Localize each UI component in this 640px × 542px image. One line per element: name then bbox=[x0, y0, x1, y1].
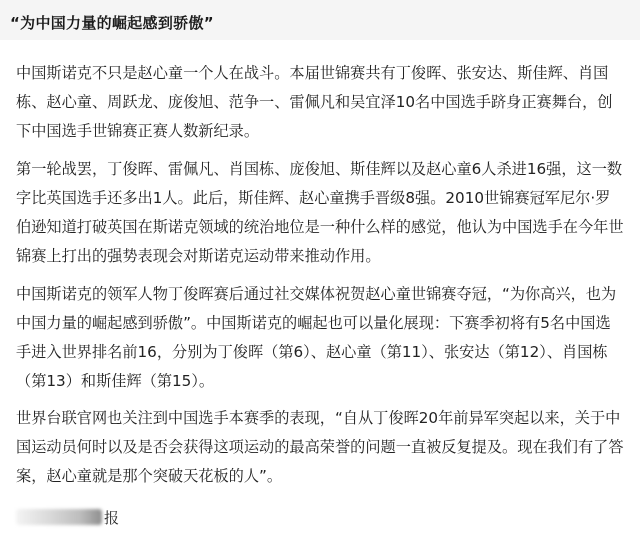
paragraph-1: 中国斯诺克不只是赵心童一个人在战斗。本届世锦赛共有丁俊晖、张安达、斯佳辉、肖国栋、赵心童、周跃龙、庞俊旭、范争一、雷佩凡和吴宜泽10名中国选手跻身正赛舞台，创下中国选手世锦赛正赛人数新纪录。 bbox=[16, 64, 613, 140]
paragraph-3: 中国斯诺克的领军人物丁俊晖赛后通过社交媒体祝贺赵心童世锦赛夺冠，“为你高兴，也为中国力量的崛起感到骄傲”。中国斯诺克的崛起也可以量化展现：下赛季初将有5名中国选手进入世界排名前16，分别为丁俊晖（第6）、赵心童（第11）、张安达（第12）、肖国栋（第13）和斯佳辉（第15）。 bbox=[16, 285, 617, 390]
paragraph-2: 第一轮战罢，丁俊晖、雷佩凡、肖国栋、庞俊旭、斯佳辉以及赵心童6人杀进16强，这一数字比英国选手还多出1人。此后，斯佳辉、赵心童携手晋级8强。2010世锦赛冠军尼尔·罗伯逊知道打破英国在斯诺克领域的统治地位是一种什么样的感觉，他认为中国选手在今年世锦赛上打出的强势表现会对斯诺克运动带来推动作用。 bbox=[16, 160, 624, 265]
source-footer bbox=[16, 504, 119, 530]
paragraph-4: 世界台联官网也关注到中国选手本赛季的表现，“自从丁俊晖20年前异军突起以来，关于中国运动员何时以及是否会获得这项运动的最高荣誉的问题一直被反复提及。现在我们有了答案，赵心童就是那个突破天花板的人”。 bbox=[16, 409, 624, 485]
article-headline: “为中国力量的崛起感到骄傲” bbox=[10, 14, 214, 32]
footer-text: 报 bbox=[104, 508, 120, 527]
blurred-source-label bbox=[16, 509, 102, 525]
